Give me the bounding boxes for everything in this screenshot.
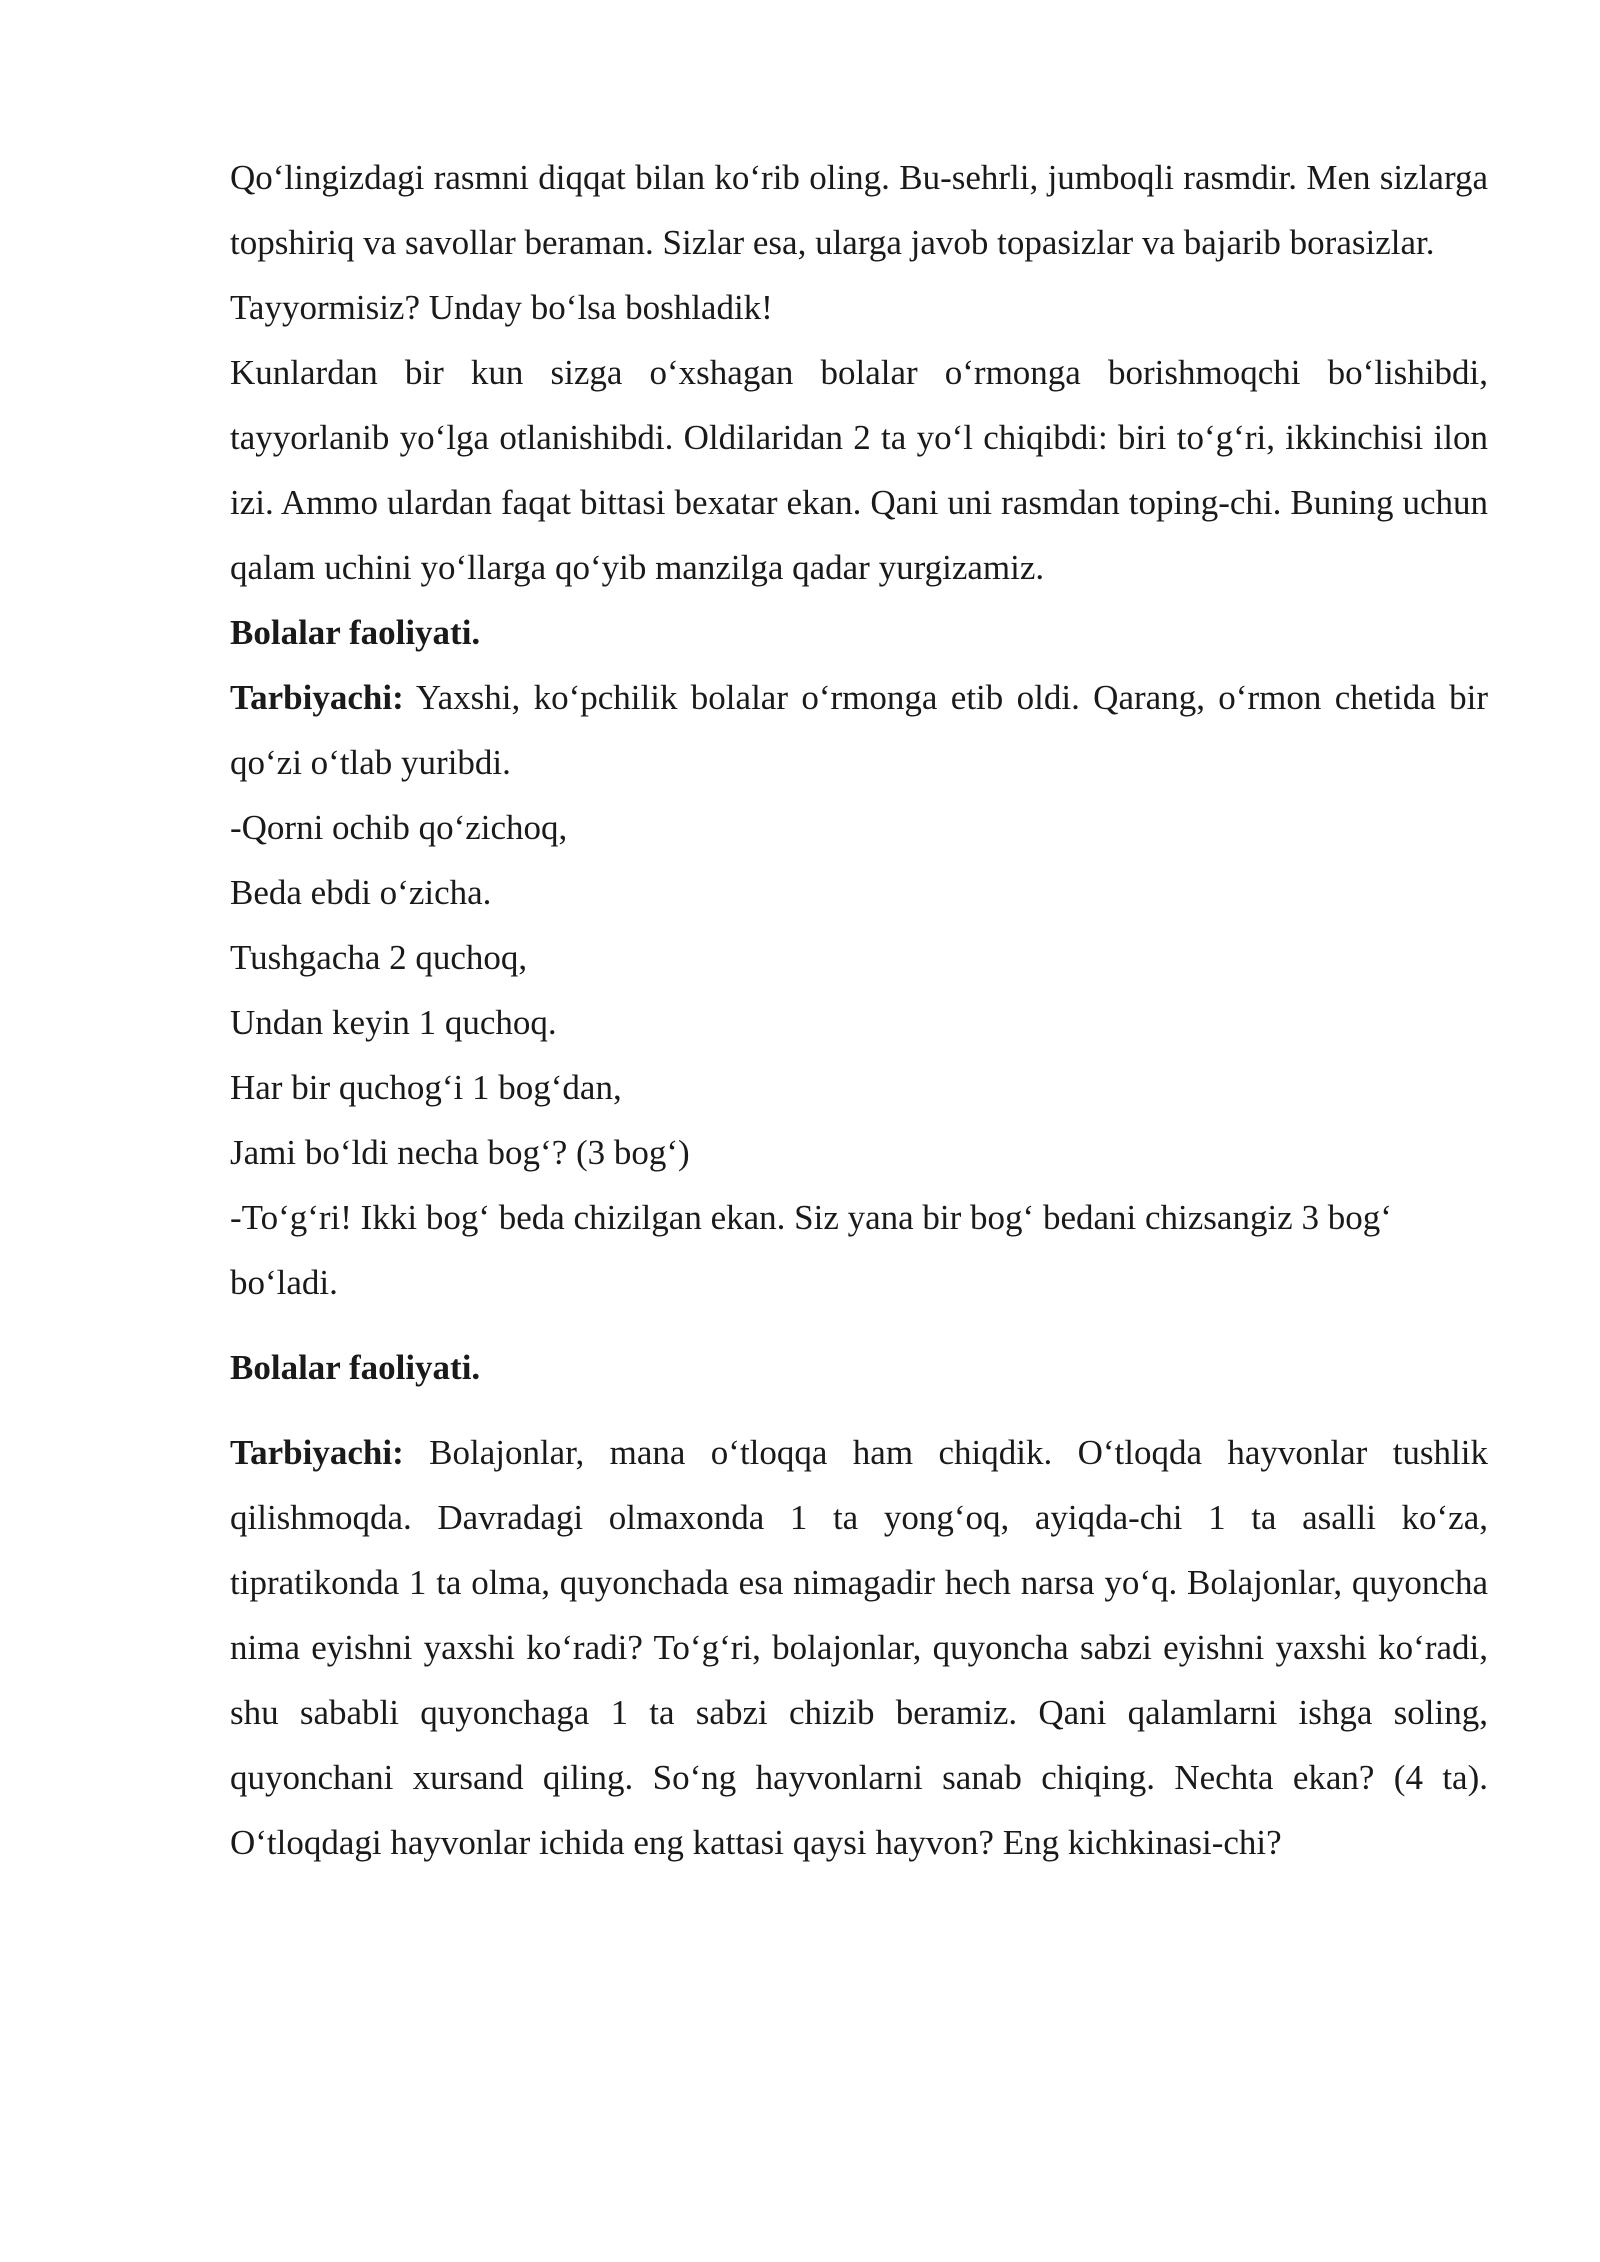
teacher-text-1: Yaxshi, ko‘pchilik bolalar o‘rmonga etib oldi. Qarang, o‘rmon chetida bir qo‘zi o‘tlab yuribdi. [230,678,1488,782]
intro-paragraph: Qo‘lingizdagi rasmni diqqat bilan ko‘rib oling. Bu-sehrli, jumboqli rasmdir. Men sizlarga topshiriq va savollar beraman. Sizlar esa, ularga javob topasizlar va bajarib borasizlar. [230,158,1488,262]
speaker-label-2: Tarbiyachi: [230,1433,404,1472]
poem-line: Tushgacha 2 quchoq, [230,938,528,977]
teacher-paragraph-2 [230,1420,1488,1875]
speaker-label-1: Tarbiyachi: [230,678,404,717]
poem-line: Jami bo‘ldi necha bog‘? (3 bog‘) [230,1133,690,1172]
section-heading-2: Bolalar faoliyati. [230,1348,481,1387]
story-paragraph: Kunlardan bir kun sizga o‘xshagan bolalar o‘rmonga borishmoqchi bo‘lishibdi, tayyorlanib yo‘lga otlanishibdi. Oldilaridan 2 ta yo‘l chiqibdi: biri to‘g‘ri, ikkinchisi ilon izi. Ammo ulardan faqat bittasi bexatar ekan. Qani uni rasmdan toping-chi. Buning uchun qalam uchini yo‘llarga qo‘yib manzilga qadar yurgizamiz. [230,353,1488,587]
ready-line: Tayyormisiz? Unday bo‘lsa boshladik! [230,288,773,327]
teacher-paragraph-1 [230,665,1488,795]
poem-line: Undan keyin 1 quchoq. [230,1003,557,1042]
section-heading-1: Bolalar faoliyati. [230,613,481,652]
poem-line: -Qorni ochib qo‘zichoq, [230,808,568,847]
poem-line: Har bir quchog‘i 1 bog‘dan, [230,1068,622,1107]
poem-line: Beda ebdi o‘zicha. [230,873,492,912]
answer-paragraph: -To‘g‘ri! Ikki bog‘ beda chizilgan ekan. Siz yana bir bog‘ bedani chizsangiz 3 bog‘ bo‘ladi. [230,1198,1392,1302]
teacher-text-2: Bolajonlar, mana o‘tloqqa ham chiqdik. O‘tloqda hayvonlar tushlik qilishmoqda. Davradagi olmaxonda 1 ta yong‘oq, ayiqda-chi 1 ta asalli ko‘za, tipratikonda 1 ta olma, quyonchada esa nimagadir hech narsa yo‘q. Bolajonlar, quyoncha nima eyishni yaxshi ko‘radi? To‘g‘ri, bolajonlar, quyoncha sabzi eyishni yaxshi ko‘radi, shu sababli quyonchaga 1 ta sabzi chizib beramiz. Qani qalamlarni ishga soling, quyonchani xursand qiling. So‘ng hayvonlarni sanab chiqing. Nechta ekan? (4 ta). O‘tloqdagi hayvonlar ichida eng kattasi qaysi hayvon? Eng kichkinasi-chi? [230,1433,1488,1862]
document-page [230,145,1488,1875]
